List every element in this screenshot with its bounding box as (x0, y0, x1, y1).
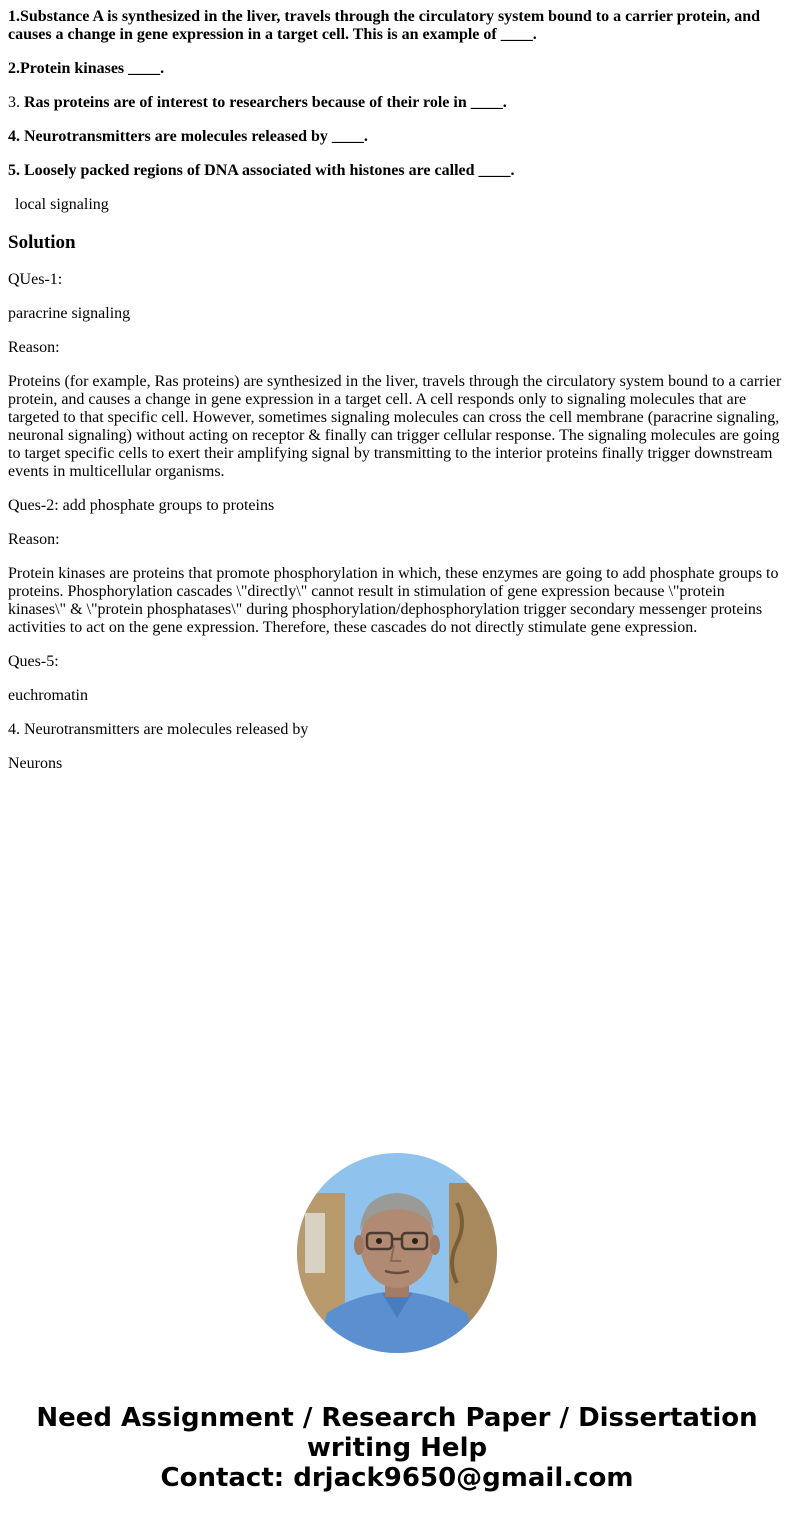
question-2 (8, 60, 784, 78)
question-4-number: 4. (8, 128, 24, 145)
question-1-text: Substance A is synthesized in the liver, travels through the circulatory system bound to a carrier protein, and causes a change in gene expression in a target cell. This is an example of ____. (8, 8, 761, 43)
solution-q2-reason-text: Protein kinases are proteins that promote phosphorylation in which, these enzymes are going to add phosphate groups to proteins. Phosphorylation cascades \"directly\" cannot result in stimulation of gene expression because \"protein kinases\" & \"protein phosphatases\" during phosphorylation/dephosphorylation trigger secondary messenger proteins activities to act on the gene expression. Therefore, these cascades do not directly stimulate gene expression. (8, 565, 779, 636)
avatar-eye-left (376, 1238, 382, 1244)
question-5-text: Loosely packed regions of DNA associated with histones are called ____. (24, 162, 515, 179)
question-3-text: Ras proteins are of interest to researchers because of their role in ____. (24, 94, 507, 111)
solution-q1-reason-label: Reason: (8, 339, 60, 356)
document-page (8, 8, 784, 789)
question-3-number: 3. (8, 94, 24, 111)
solution-q2-answer: Ques-2: add phosphate groups to proteins (8, 497, 275, 514)
avatar-ear-right (430, 1235, 440, 1255)
solution-q4-answer: Neurons (8, 755, 63, 772)
solution-q5-label: Ques-5: (8, 653, 59, 670)
footer-contact-banner (0, 1403, 794, 1493)
solution-q1-label: QUes-1: (8, 271, 63, 288)
solution-heading: Solution (8, 232, 76, 253)
question-4-text: Neurotransmitters are molecules released by ____. (24, 128, 368, 145)
question-5-number: 5. (8, 162, 24, 179)
solution-q1-reason-text: Proteins (for example, Ras proteins) are synthesized in the liver, travels through the circulatory system bound to a carrier protein, and causes a change in gene expression in a target cell. A cell responds only to signaling molecules that are targeted to that specific cell. However, sometimes signaling molecules can cross the cell membrane (paracrine signaling, neuronal signaling) without acting on receptor & finally can trigger cellular response. The signaling molecules are going to target specific cells to exert their amplifying signal by transmitting to the interior proteins finally trigger downstream events in multicellular organisms. (8, 373, 782, 480)
avatar-eye-right (412, 1238, 418, 1244)
solution-q1-answer: paracrine signaling (8, 305, 131, 322)
question-3 (8, 94, 784, 112)
question-1 (8, 8, 784, 44)
footer-line-2: writing Help (306, 1433, 488, 1463)
avatar-switchboard (305, 1213, 325, 1273)
question-5 (8, 162, 784, 180)
solution-q5-answer: euchromatin (8, 687, 88, 704)
footer-line-1: Need Assignment / Research Paper / Dissertation (36, 1403, 758, 1433)
avatar-ear-left (354, 1235, 364, 1255)
author-avatar (297, 1153, 497, 1353)
solution-q2-reason-label: Reason: (8, 531, 60, 548)
question-2-text: Protein kinases ____. (20, 60, 165, 77)
question-2-number: 2. (8, 60, 20, 77)
footer-contact-email[interactable]: Contact: drjack9650@gmail.com (160, 1463, 634, 1493)
selected-answer[interactable]: local signaling (15, 196, 109, 213)
question-1-number: 1. (8, 8, 20, 25)
solution-q4-label: 4. Neurotransmitters are molecules released by (8, 721, 309, 738)
author-portrait-image (297, 1153, 497, 1353)
question-4 (8, 128, 784, 146)
